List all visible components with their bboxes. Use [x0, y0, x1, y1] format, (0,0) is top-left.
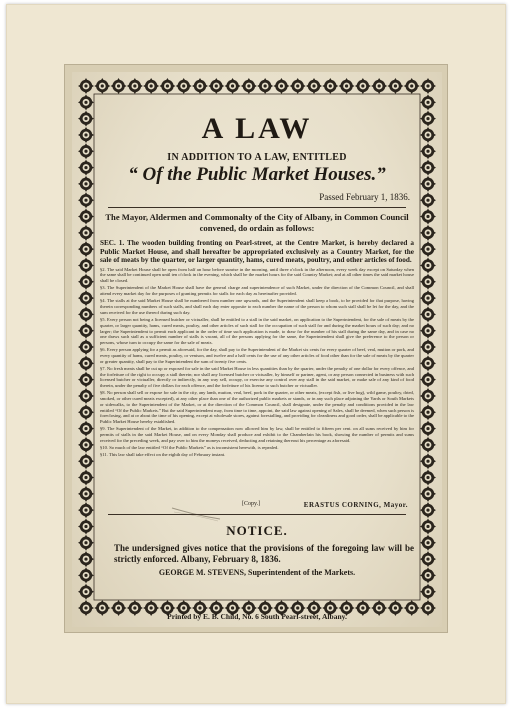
border-ornament [208, 78, 224, 94]
law-section: §4. The stalls at the said Market House shall be numbered from number one upwards, and the Superintendent shall keep a book, to be provided for that purpose, having therein corresponding numbers of such stalls, and shall each day enter opposite to each number the name of the person to whom such stall shall be let for the day, and the sum received for the use thereof during such day. [100, 298, 414, 315]
border-ornament [290, 78, 306, 94]
border-ornament [420, 323, 436, 339]
border-ornament [420, 551, 436, 567]
border-ornament [322, 78, 338, 94]
border-ornament [78, 437, 94, 453]
border-ornament [420, 111, 436, 127]
border-ornament [339, 78, 355, 94]
law-section: §3. The Superintendent of the Market House shall have the general charge and superintendence of such Market, under the direction of the Common Council, and shall attend every market day for the purposes of granting permits for stalls for each day as hereinafter provided. [100, 285, 414, 297]
law-section: §6. Every person applying for a permit as aforesaid, for the day, shall pay to the Superintendent of the Market six cents for every quarter of beef, veal, mutton or pork, and every quantity of hams, cured meats, poultry, or venison, and twelve and a half cents for the use of any other articles of food other than for the sale of meats by the quarter or greater quantity, shall pay to the Superintendent the sum of twenty five cents. [100, 347, 414, 364]
border-ornament [78, 306, 94, 322]
law-section: §11. This law shall take effect on the eighth day of February instant. [100, 452, 226, 458]
border-ornament [420, 274, 436, 290]
border-ornament [371, 78, 387, 94]
border-ornament [78, 372, 94, 388]
border-ornament [420, 502, 436, 518]
law-subject: “ Of the Public Market Houses.” [128, 164, 386, 185]
law-section: §9. The Superintendent of the Market, in addition to the compensation now allowed him by law, shall be entitled to fifteen per cent. on all sums received by him for permits of stalls in the said Market House, and on every Monday shall produce and exhibit to the Chamberlain his book, showing the number of permits and sums received for the preceding week, and pay over to him the moneys received, deducting and retaining thereout his percentage as aforesaid. [100, 426, 414, 443]
border-ornament [420, 143, 436, 159]
border-ornament [420, 306, 436, 322]
law-sections [100, 239, 414, 460]
border-ornament [420, 355, 436, 371]
border-ornament [420, 241, 436, 257]
border-ornament [78, 421, 94, 437]
border-ornament [355, 78, 371, 94]
border-ornament [78, 192, 94, 208]
border-ornament [78, 257, 94, 273]
border-ornament [420, 192, 436, 208]
border-ornament [78, 111, 94, 127]
passed-date: Passed February 1, 1836. [319, 192, 410, 202]
border-ornament [78, 290, 94, 306]
border-ornament [273, 78, 289, 94]
border-ornament [420, 225, 436, 241]
border-ornament [420, 372, 436, 388]
border-ornament [78, 584, 94, 600]
border-ornament [192, 78, 208, 94]
law-subtitle: IN ADDITION TO A LAW, ENTITLED [167, 152, 347, 163]
border-ornament [420, 437, 436, 453]
law-section: §7. No fresh meats shall be cut up or exposed for sale in the said Market House in less quantities than by the quarter, under the penalty of one dollar for every offence, and the forfeiture of the right to occupy a stall therein; nor shall any licensed butcher or victualler, by himself or partner, agent, or any person connected in business with such licensed butcher or victualler, directly or indirectly, in any way sell, occupy, or exercise any control over any stall in the said market, or make sale of any kind of food therein, under the penalty of five dollars for each offence, and the forfeiture of his license to such butcher or victualler. [100, 366, 414, 389]
border-ornament [78, 176, 94, 192]
border-ornament [94, 78, 110, 94]
border-ornament [78, 209, 94, 225]
border-ornament [420, 584, 436, 600]
law-title: A LAW [201, 112, 313, 145]
border-ornament [420, 404, 436, 420]
border-ornament [78, 567, 94, 583]
law-section: §8. No person shall sell or expose for sale in the city, any lamb, mutton, veal, beef, pork in the quarter, or other meats, (except fish, or live hog), wild game, poultry, dried, smoked, or other cured meats excepted), at any other place than one of the authorized public markets or stands, or in any such place adjoining the Yards or South Markets or sidewalks, to the Superintendent of the Market, or at the direction of the Common Council, shall designate, under the penalty and conditions provided in the law entitled “Of the Public Markets.” But the said Superintendent may, from time to time, appoint, the said law against opening of Sales, shall be deemed, when such person is foreclosing, and at or about the time of his opening, except at wholesale stores, against forestalling, and providing for cleanliness and good order, shall be applicable to the Public Market House hereby established. [100, 390, 414, 424]
border-ornament [241, 78, 257, 94]
border-ornament [111, 78, 127, 94]
law-section: SEC. 1. The wooden building fronting on Pearl-street, at the Centre Market, is hereby declared a Public Market House, and shall hereafter be appropriated exclusively as a Country Market, for the sale of meats by the quarter, or larger quantity, hams, cured meats, poultry, and other articles of food. [100, 239, 414, 265]
border-ornament [404, 78, 420, 94]
border-ornament [143, 78, 159, 94]
border-ornament [78, 486, 94, 502]
border-ornament [78, 388, 94, 404]
border-ornament [78, 404, 94, 420]
border-ornament [159, 78, 175, 94]
border-ornament [420, 486, 436, 502]
border-ornament [420, 453, 436, 469]
border-ornament [78, 535, 94, 551]
mayor-signature: ERASTUS CORNING, Mayor. [303, 501, 408, 509]
divider-rule [108, 207, 406, 208]
border-ornament [78, 274, 94, 290]
broadside-content [100, 102, 414, 602]
border-ornament [420, 421, 436, 437]
preamble: The Mayor, Aldermen and Commonalty of the City of Albany, in Common Council convened, do ordain as follows: [105, 212, 409, 233]
border-ornament [78, 78, 94, 94]
border-ornament [78, 518, 94, 534]
border-ornament [78, 551, 94, 567]
border-ornament [78, 241, 94, 257]
border-ornament [420, 518, 436, 534]
law-section: §2. The said Market House shall be open from half an hour before sunrise in the morning, until three o'clock in the afternoon, every week day except on Saturday when the same shall be continued open until ten o'clock in the evening, which shall be the market hours for the said Country Market; and at all other times the said market house shall be closed. [100, 266, 414, 284]
border-ornament [420, 160, 436, 176]
law-section: §10. So much of the law entitled “Of the Public Markets” as is inconsistent herewith, is repealed. [100, 444, 279, 450]
border-ornament [78, 94, 94, 110]
border-ornament [78, 225, 94, 241]
printer-imprint: Printed by E. B. Child, No. 6 South Pearl-street, Albany. [167, 612, 347, 621]
border-ornament [78, 160, 94, 176]
border-ornament [78, 339, 94, 355]
divider-rule [108, 514, 406, 515]
border-ornament [420, 94, 436, 110]
border-ornament [257, 78, 273, 94]
border-ornament [420, 567, 436, 583]
copy-mark: [Copy.] [242, 501, 261, 507]
border-ornament [306, 78, 322, 94]
superintendent-signature: GEORGE M. STEVENS, Superintendent of the Markets. [158, 568, 356, 577]
border-ornament [420, 176, 436, 192]
border-ornament [78, 453, 94, 469]
border-ornament [420, 78, 436, 94]
notice-body: The undersigned gives notice that the provisions of the foregoing law will be strictly enforced. Albany, February 8, 1836. [114, 543, 414, 564]
border-ornament [420, 209, 436, 225]
border-ornament [420, 290, 436, 306]
border-ornament [420, 470, 436, 486]
border-ornament [420, 127, 436, 143]
border-ornament [225, 78, 241, 94]
law-section: §5. Every person not being a licensed butcher or victualler, shall be entitled to a stall in the said market, on application to the Superintendent, for the sale of meats by the quarter, or larger quantity, hams, cured meats, poultry, and other articles of such stall for the occupation of such stall for and during the market hours of such day; and no larger; the Superintendent to permit each applicant in the order of time such application is made, to draw for the number of his stall during the same day, and in case no one draws such stall as a sufficient number of stalls is vacant, all of the persons applying for the same, the Superintendent shall give the preference to the person or persons, whose turn to occupy the same for the sale of meats. [100, 317, 414, 345]
border-ornament [78, 143, 94, 159]
border-ornament [387, 78, 403, 94]
border-ornament [176, 78, 192, 94]
border-ornament [420, 388, 436, 404]
border-ornament [127, 78, 143, 94]
border-ornament [420, 257, 436, 273]
notice-heading: NOTICE. [226, 523, 288, 538]
border-ornament [78, 502, 94, 518]
border-ornament [78, 355, 94, 371]
border-ornament [78, 127, 94, 143]
border-ornament [420, 535, 436, 551]
border-ornament [420, 339, 436, 355]
border-ornament [78, 323, 94, 339]
border-ornament [78, 470, 94, 486]
